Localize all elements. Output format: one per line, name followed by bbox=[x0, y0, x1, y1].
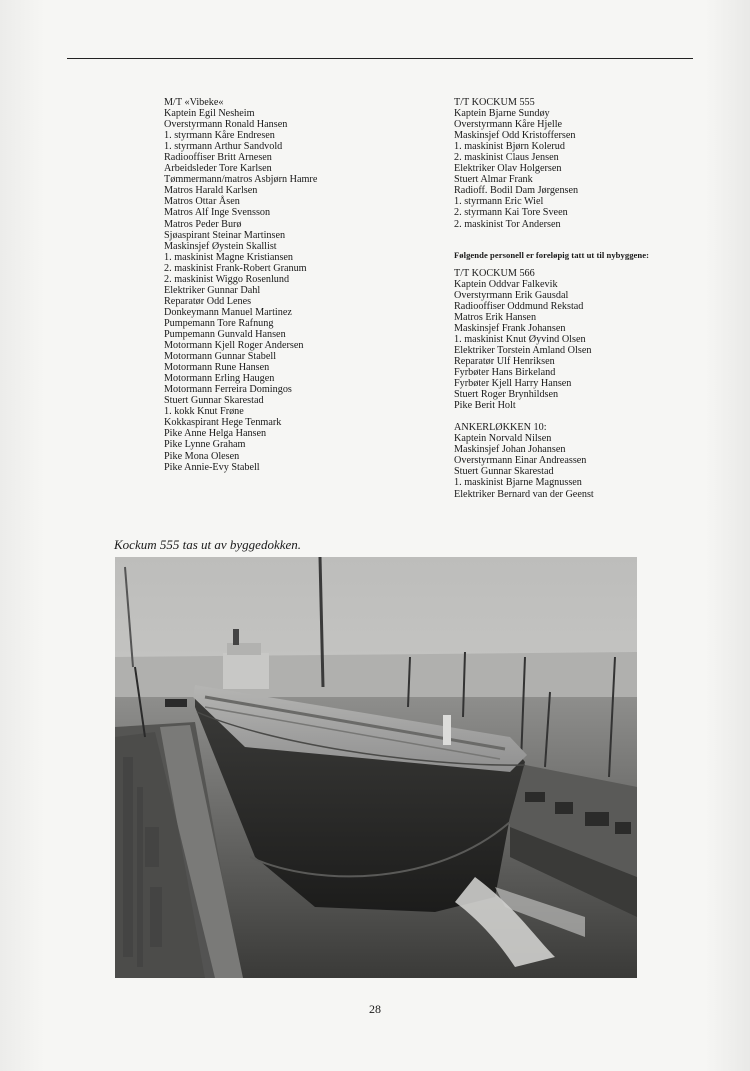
crew-entry: Motormann Kjell Roger Andersen bbox=[164, 340, 304, 352]
crew-entry: Pike Berit Holt bbox=[454, 400, 516, 412]
crew-entry: Maskinsjef Øystein Skallist bbox=[164, 240, 277, 252]
crew-entry: Maskinsjef Odd Kristoffersen bbox=[454, 130, 576, 142]
crew-entry: 1. maskinist Magne Kristiansen bbox=[164, 251, 294, 263]
crew-entry: Pumpemann Gunvald Hansen bbox=[164, 328, 286, 340]
crew-entry: Kaptein Oddvar Falkevik bbox=[454, 278, 558, 290]
crew-entry: Fyrbøter Hans Birkeland bbox=[454, 367, 556, 379]
crew-list-kockum-566 bbox=[454, 268, 649, 412]
crew-entry: Radioff. Bodil Dam Jørgensen bbox=[454, 185, 579, 197]
crew-entry: Pike Mona Olesen bbox=[164, 450, 240, 462]
crew-entry: Pumpemann Tore Rafnung bbox=[164, 317, 274, 329]
crew-entry: Elektriker Bernard van der Geenst bbox=[454, 488, 594, 500]
crew-entry: 1. maskinist Knut Øyvind Olsen bbox=[454, 333, 586, 345]
crew-entry: 2. maskinist Claus Jensen bbox=[454, 152, 559, 164]
crew-entry: Radiooffiser Britt Arnesen bbox=[164, 152, 272, 164]
crew-entry: 2. maskinist Frank-Robert Granum bbox=[164, 262, 307, 274]
crew-entry: 1. kokk Knut Frøne bbox=[164, 406, 244, 418]
crew-entry: Pike Annie-Evy Stabell bbox=[164, 461, 260, 473]
crew-entry: 2. maskinist Wiggo Rosenlund bbox=[164, 273, 290, 285]
crew-entry: Reparatør Ulf Henriksen bbox=[454, 355, 555, 367]
crew-entry: Pike Anne Helga Hansen bbox=[164, 428, 267, 440]
crew-entry: Motormann Rune Hansen bbox=[164, 362, 270, 374]
crew-entry: Elektriker Gunnar Dahl bbox=[164, 284, 261, 296]
crew-entry: Donkeymann Manuel Martinez bbox=[164, 306, 292, 318]
crew-entry: Matros Harald Karlsen bbox=[164, 185, 258, 197]
crew-entry: Motormann Erling Haugen bbox=[164, 373, 275, 385]
crew-entry: 1. maskinist Bjørn Kolerud bbox=[454, 141, 565, 153]
crew-entry: Stuert Gunnar Skarestad bbox=[164, 395, 264, 407]
crew-entry: T/T KOCKUM 566 bbox=[454, 267, 535, 279]
crew-entry: Maskinsjef Johan Johansen bbox=[454, 444, 566, 456]
crew-entry: Stuert Gunnar Skarestad bbox=[454, 466, 554, 478]
crew-entry: 2. styrmann Kai Tore Sveen bbox=[454, 207, 568, 219]
crew-entry: Maskinsjef Frank Johansen bbox=[454, 322, 566, 334]
crew-list-kockum-555 bbox=[454, 97, 649, 230]
personnel-note: Følgende personell er foreløpig tatt ut til nybyggene: bbox=[454, 249, 650, 260]
crew-list-ankerlokken-10 bbox=[454, 422, 649, 499]
crew-entry: 1. maskinist Bjarne Magnussen bbox=[454, 477, 582, 489]
photo-caption: Kockum 555 tas ut av byggedokken. bbox=[114, 537, 302, 552]
crew-entry: 1. styrmann Arthur Sandvold bbox=[164, 141, 283, 153]
ship-photo bbox=[115, 557, 637, 978]
crew-entry: 2. maskinist Tor Andersen bbox=[454, 218, 561, 230]
crew-entry: Overstyrmann Erik Gausdal bbox=[454, 289, 569, 301]
spacer bbox=[454, 230, 649, 241]
crew-entry: Arbeidsleder Tore Karlsen bbox=[164, 163, 272, 175]
crew-entry: Kaptein Norvald Nilsen bbox=[454, 433, 552, 445]
crew-entry: Elektriker Olav Holgersen bbox=[454, 163, 562, 175]
crew-entry: Elektriker Torstein Amland Olsen bbox=[454, 344, 592, 356]
crew-entry: Matros Ottar Åsen bbox=[164, 196, 240, 208]
page-number: 28 bbox=[369, 1002, 381, 1016]
spacer bbox=[454, 411, 649, 422]
crew-entry: Matros Peder Burø bbox=[164, 218, 242, 230]
crew-entry: T/T KOCKUM 555 bbox=[454, 97, 535, 108]
tanker-leaving-drydock-photo bbox=[115, 557, 637, 978]
crew-entry: Tømmermann/matros Asbjørn Hamre bbox=[164, 174, 318, 186]
crew-entry: Stuert Almar Frank bbox=[454, 174, 533, 186]
crew-entry: M/T «Vibeke« bbox=[164, 97, 224, 108]
crew-entry: 1. styrmann Eric Wiel bbox=[454, 196, 544, 208]
crew-entry: 1. styrmann Kåre Endresen bbox=[164, 130, 275, 142]
crew-entry: Matros Erik Hansen bbox=[454, 311, 537, 323]
crew-entry: Fyrbøter Kjell Harry Hansen bbox=[454, 378, 572, 390]
crew-entry: Stuert Roger Brynhildsen bbox=[454, 389, 559, 401]
crew-entry: Radiooffiser Oddmund Rekstad bbox=[454, 300, 584, 312]
crew-entry: Overstyrmann Ronald Hansen bbox=[164, 119, 288, 131]
crew-list-newbuilds bbox=[454, 97, 649, 500]
crew-list-vibeke bbox=[164, 97, 317, 473]
crew-entry: Pike Lynne Graham bbox=[164, 439, 246, 451]
crew-entry: Kaptein Bjarne Sundøy bbox=[454, 108, 550, 120]
crew-entry: Kaptein Egil Nesheim bbox=[164, 108, 255, 120]
crew-entry: Matros Alf Inge Svensson bbox=[164, 207, 271, 219]
crew-entry: Kokkaspirant Hege Tenmark bbox=[164, 417, 282, 429]
crew-entry: Sjøaspirant Steinar Martinsen bbox=[164, 229, 286, 241]
crew-entry: Motormann Ferreira Domingos bbox=[164, 384, 292, 396]
crew-entry: ANKERLØKKEN 10: bbox=[454, 422, 547, 434]
crew-entry: Overstyrmann Einar Andreassen bbox=[454, 455, 587, 467]
crew-entry: Reparatør Odd Lenes bbox=[164, 295, 252, 307]
crew-entry: Motormann Gunnar Stabell bbox=[164, 351, 277, 363]
top-rule bbox=[67, 58, 693, 59]
crew-entry: Overstyrmann Kåre Hjelle bbox=[454, 119, 563, 131]
